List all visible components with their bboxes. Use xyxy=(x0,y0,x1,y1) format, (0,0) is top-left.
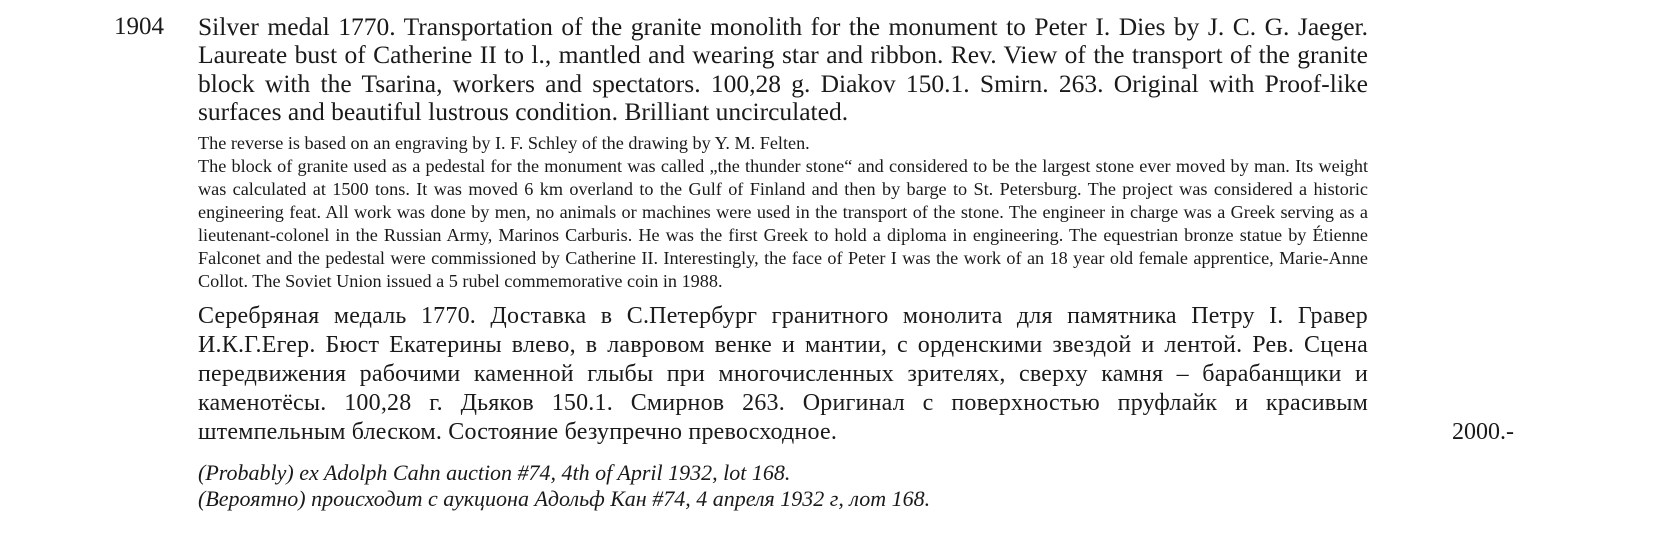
provenance-english: (Probably) ex Adolph Cahn auction #74, 4th of April 1932, lot 168. xyxy=(198,460,791,485)
provenance-russian: (Вероятно) происходит с аукциона Адольф Кан #74, 4 апреля 1932 г, лот 168. xyxy=(198,486,931,511)
provenance-block xyxy=(198,460,1368,512)
reverse-note: The reverse is based on an engraving by I. F. Schley of the drawing by Y. M. Felten. xyxy=(198,133,810,153)
notes-block xyxy=(198,132,1368,293)
lot-price: 2000.- xyxy=(1452,419,1514,445)
lot-number: 1904 xyxy=(114,13,164,40)
description-russian: Серебряная медаль 1770. Доставка в С.Петербург гранитного монолита для памятника Петру I. Гравер И.К.Г.Егер. Бюст Екатерины влево, в лавровом венке и мантии, с орденскими звездой и лентой. Рев. Сцена передвижения рабочими каменной глыбы при многочисленных зрителях, сверху камня – барабанщики и каменотёсы. 100,28 г. Дьяков 150.1. Смирнов 263. Оригинал с поверхностью пруфлайк и красивым штемпельным блеском. Состояние безупречно превосходное. xyxy=(198,303,1368,445)
description-english: Silver medal 1770. Transportation of the granite monolith for the monument to Peter I. Dies by J. C. G. Jaeger. Laureate bust of Catherine II to l., mantled and wearing star and ribbon. Rev. View of the transport of the granite block with the Tsarina, workers and spectators. 100,28 g. Diakov 150.1. Smirn. 263. Original with Proof-like surfaces and beautiful lustrous condition. Brilliant uncirculated. xyxy=(198,12,1368,126)
history-note: The block of granite used as a pedestal for the monument was called „the thunder stone“ and considered to be the largest stone ever moved by man. Its weight was calculated at 1500 tons. It was moved 6 km overland to the Gulf of Finland and then by barge to St. Petersburg. The project was considered a historic engineering feat. All work was done by men, no animals or machines were used in the transport of the stone. The engineer in charge was a Greek serving as a lieutenant-colonel in the Russian Army, Marinos Carburis. He was the first Greek to hold a diploma in engineering. The equestrian bronze statue by Étienne Falconet and the pedestal were commissioned by Catherine II. Interestingly, the face of Peter I was the work of an 18 year old female apprentice, Marie-Anne Collot. The Soviet Union issued a 5 rubel commemorative coin in 1988. xyxy=(198,156,1368,291)
